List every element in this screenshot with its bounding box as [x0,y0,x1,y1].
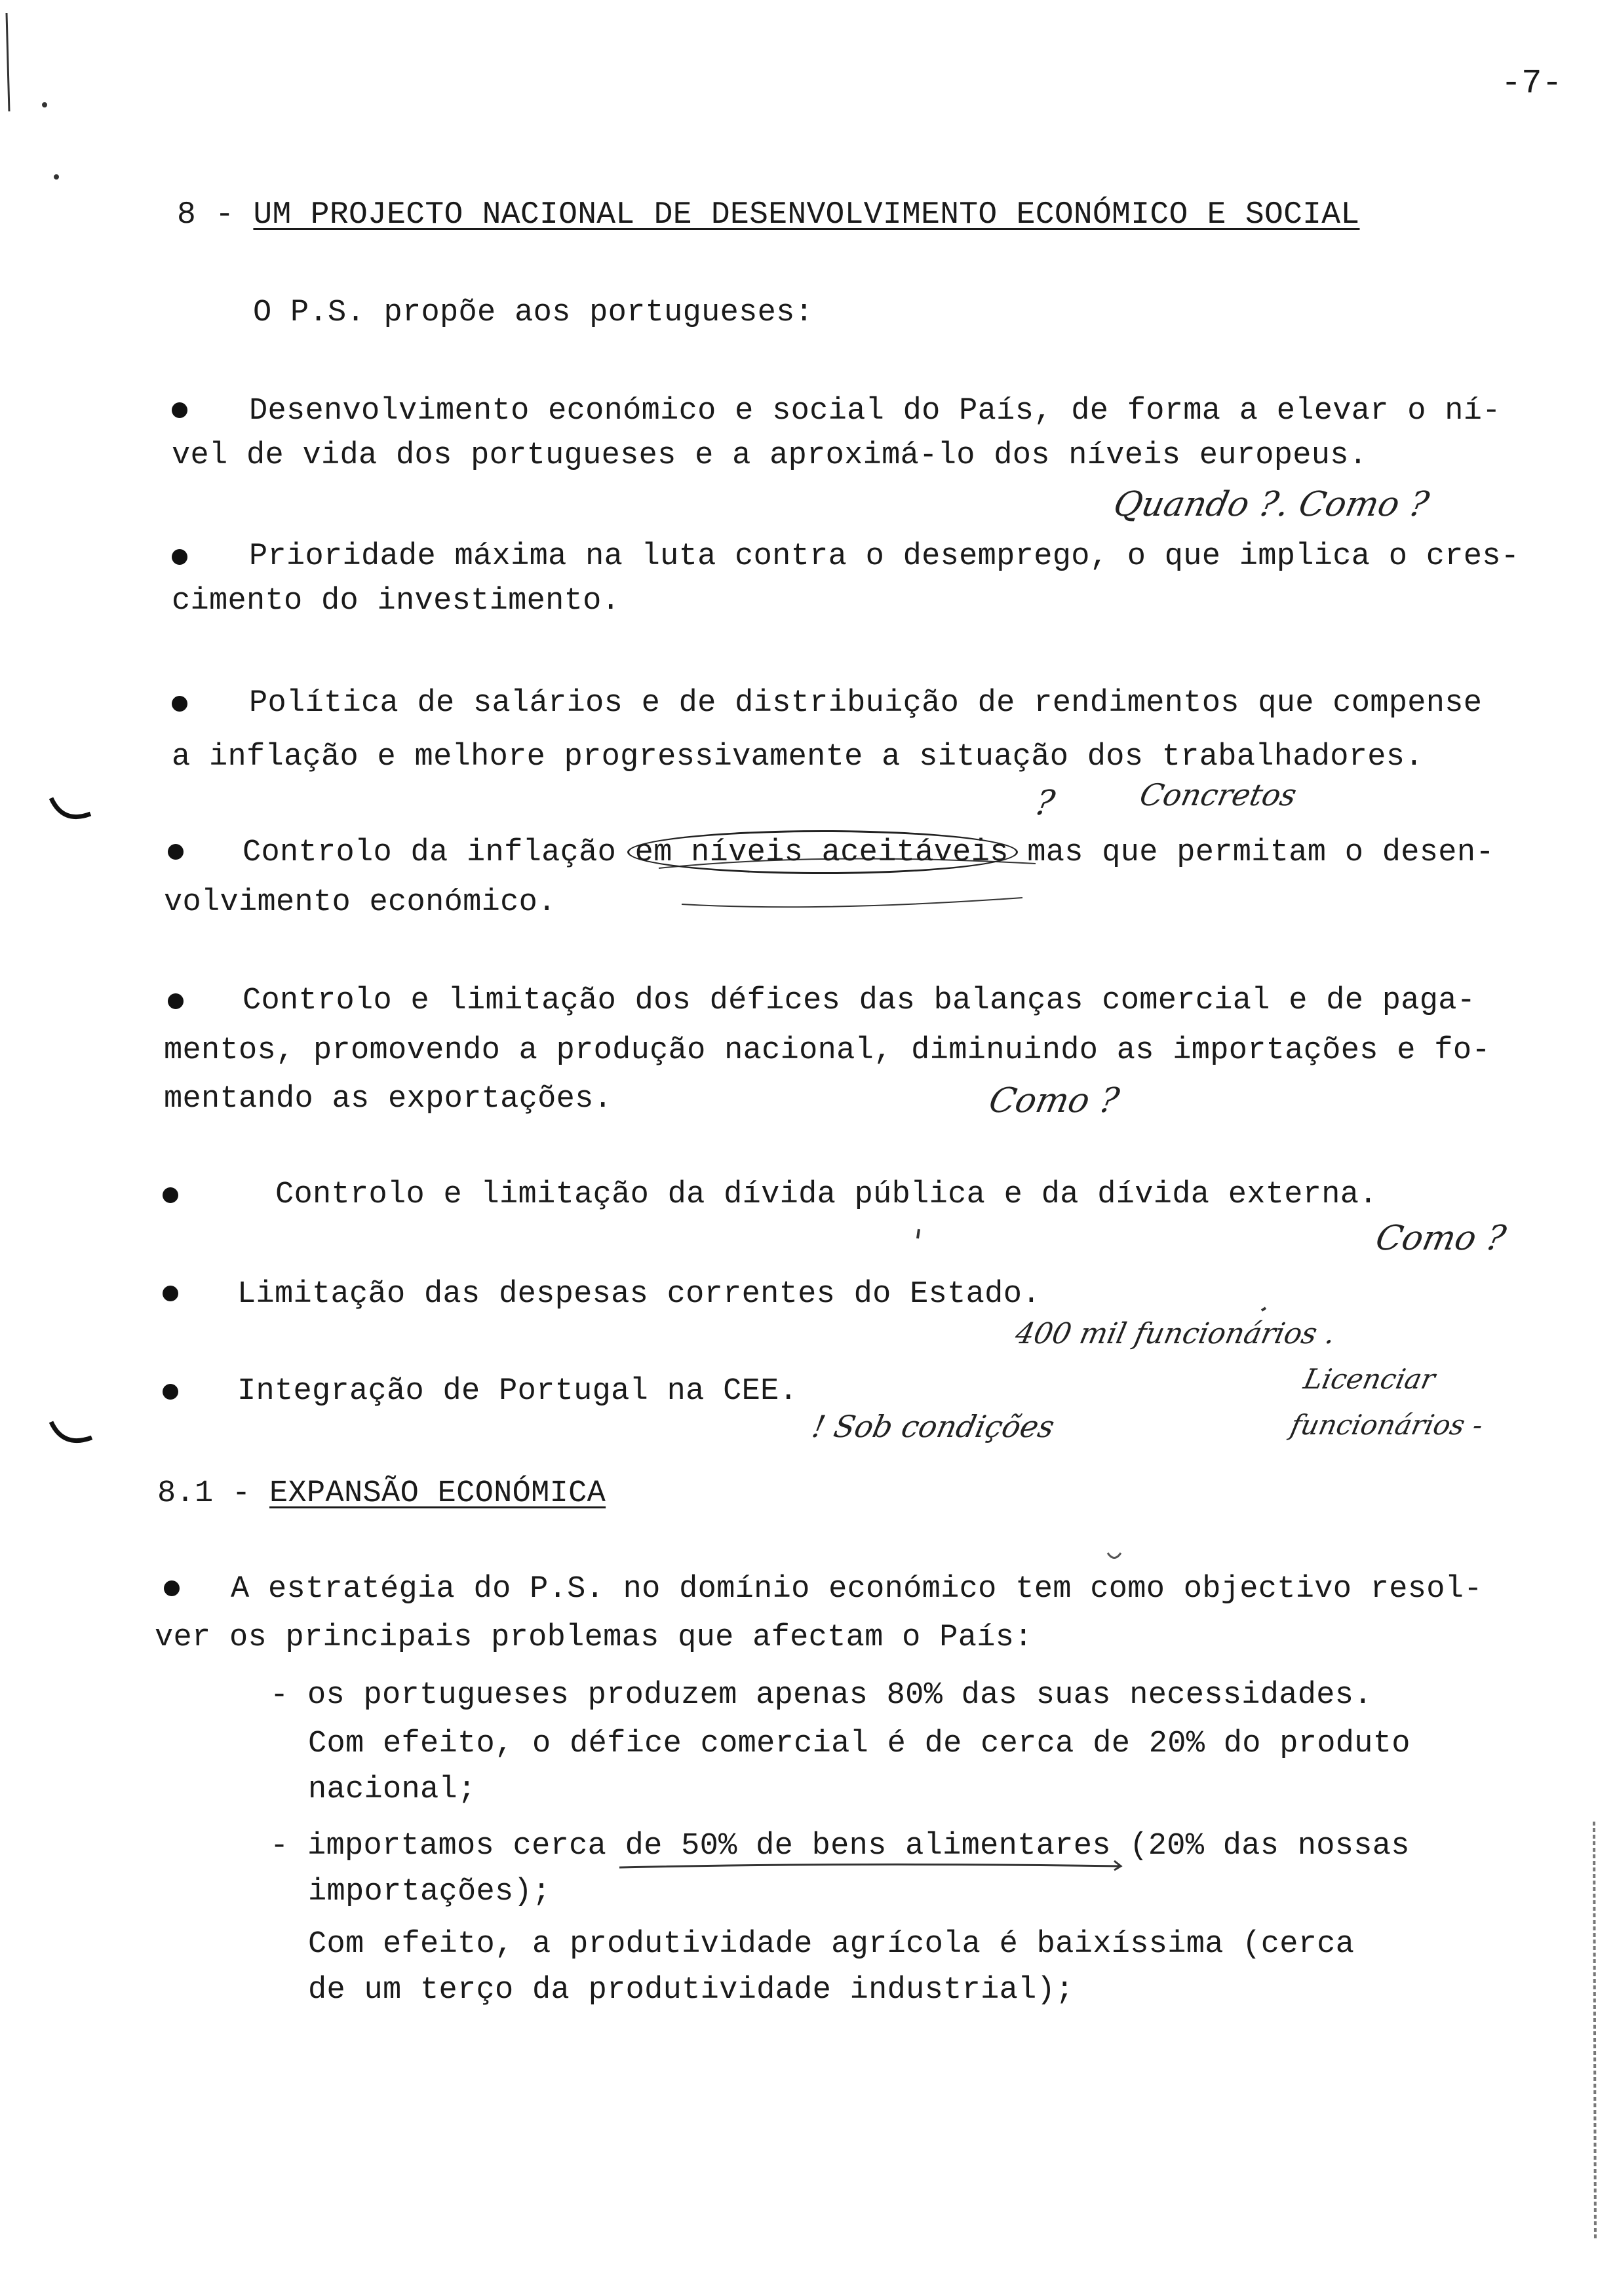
handwritten-note-concretos: Concretos [1137,777,1300,813]
sub-item-2-text-a: - importamos cerca [270,1829,625,1864]
item-4-circled-text: em níveis aceitáveis [634,835,1009,870]
section-81-bullet-line-2: ver os principais problemas que afectam o País: [155,1620,1033,1655]
sub-item-1-line-3: nacional; [308,1772,477,1807]
sub-item-2-line-3: Com efeito, a produtividade agrícola é baixíssima (cerca [308,1927,1355,1962]
bullet-icon [163,1286,178,1301]
handwritten-note-funcionarios: funcionários - [1287,1409,1487,1441]
section-8-intro: O P.S. propõe aos portugueses: [253,296,814,330]
sub-item-2-line-1 [270,1828,1410,1865]
item-1-line-1: Desenvolvimento económico e social do País, de forma a elevar o ní- [249,394,1501,429]
sub-item-2-underlined: de 50% de bens alimentares [625,1829,1111,1864]
sub-item-2-text-b: (20% das nossas [1110,1829,1410,1864]
bullet-icon [164,1580,180,1596]
item-5-line-3: mentando as exportações. [164,1082,613,1117]
handwritten-question-mark: ? [1031,784,1059,823]
item-4-text-a: Controlo da inflação [243,835,635,870]
handwritten-note-400-mil: 400 mil funcionários . [1012,1317,1339,1350]
bullet-icon [163,1187,178,1203]
section-8-title: UM PROJECTO NACIONAL DE DESENVOLVIMENTO ECONÓMICO E SOCIAL [253,197,1360,233]
item-4-line-2: volvimento económico. [164,885,556,920]
bullet-icon [163,1384,178,1400]
handwritten-note-licenciar: Licenciar [1300,1363,1439,1395]
item-4-line-1 [243,835,1494,871]
item-5-line-2: mentos, promovendo a produção nacional, diminuindo as importações e fo- [164,1033,1490,1068]
section-81-bullet-line-1: A estratégia do P.S. no domínio económico tem como objectivo resol- [231,1572,1483,1607]
circle-mark [627,830,1018,874]
item-2-line-2: cimento do investimento. [172,584,621,619]
section-81-heading [157,1476,606,1512]
item-3-line-1: Política de salários e de distribuição de rendimentos que compense [249,686,1483,721]
item-6-line-1: Controlo e limitação da dívida pública e da dívida externa. [275,1177,1378,1212]
circled-phrase [635,835,1009,870]
item-7-line-1: Limitação das despesas correntes do Estado. [237,1277,1041,1312]
sub-item-2-line-4: de um terço da produtividade industrial); [308,1973,1074,2008]
handwritten-note-quando-como: Quando ?. Como ? [1110,485,1433,524]
section-81-number: 8.1 - [157,1476,270,1511]
bullet-icon [168,844,184,860]
item-1-line-2: vel de vida dos portugueses e a aproximá-lo dos níveis europeus. [172,438,1368,473]
item-8-line-1: Integração de Portugal na CEE. [237,1374,798,1409]
sub-item-1-line-2: Com efeito, o défice comercial é de cerca de 20% do produto [308,1727,1411,1761]
bullet-icon [168,993,184,1009]
item-5-line-1: Controlo e limitação dos défices das balanças comercial e de paga- [243,984,1476,1018]
item-3-line-2: a inflação e melhore progressivamente a situação dos trabalhadores. [172,740,1424,775]
handwritten-note-como-2: Como ? [1372,1219,1509,1258]
handwritten-note-como-1: Como ? [985,1081,1123,1120]
handwritten-note-sob-condicoes: ! Sob condições [809,1409,1058,1444]
page-number: -7- [1501,64,1563,103]
section-81-title: EXPANSÃO ECONÓMICA [269,1476,606,1511]
section-8-number: 8 - [177,197,254,233]
item-2-line-1: Prioridade máxima na luta contra o desemprego, o que implica o cres- [249,539,1520,574]
item-4-text-b: mas que permitam o desen- [1008,835,1494,870]
sub-item-2-line-2: importações); [308,1875,551,1909]
sub-item-1-line-1: - os portugueses produzem apenas 80% das suas necessidades. [270,1678,1372,1713]
